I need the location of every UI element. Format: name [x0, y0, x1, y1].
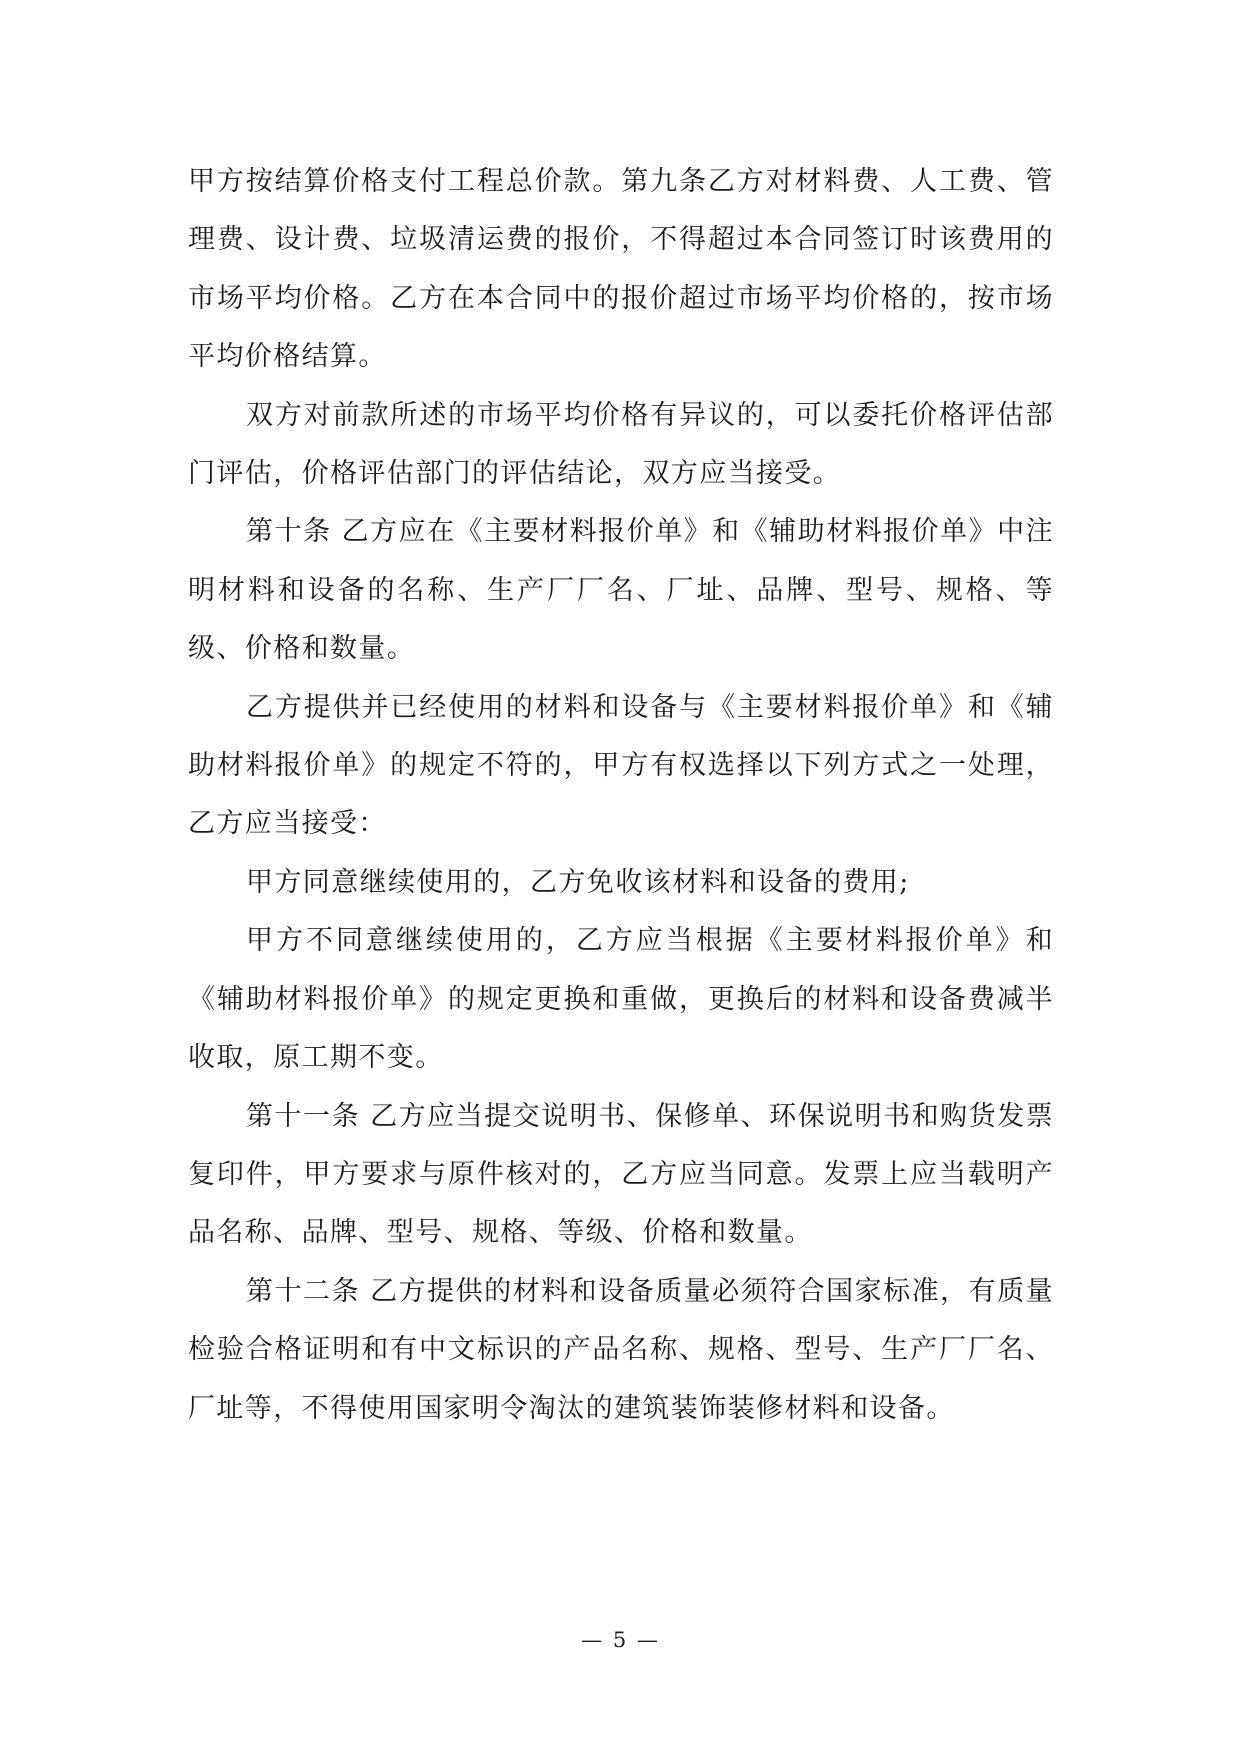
- paragraph-6: 甲方不同意继续使用的，乙方应当根据《主要材料报价单》和《辅助材料报价单》的规定更换和重做，更换后的材料和设备费减半收取，原工期不变。: [188, 925, 1054, 1074]
- paragraph-4: 乙方提供并已经使用的材料和设备与《主要材料报价单》和《辅助材料报价单》的规定不符的，甲方有权选择以下列方式之一处理，乙方应当接受：: [188, 691, 1054, 840]
- paragraph-1: 甲方按结算价格支付工程总价款。第九条乙方对材料费、人工费、管理费、设计费、垃圾清运费的报价，不得超过本合同签订时该费用的市场平均价格。乙方在本合同中的报价超过市场平均价格的，按市场平均价格结算。: [188, 166, 1054, 373]
- paragraph-8: 第十二条 乙方提供的材料和设备质量必须符合国家标准，有质量检验合格证明和有中文标识的产品名称、规格、型号、生产厂厂名、厂址等，不得使用国家明令淘汰的建筑装饰装修材料和设备。: [188, 1275, 1054, 1424]
- paragraph-7: 第十一条 乙方应当提交说明书、保修单、环保说明书和购货发票复印件，甲方要求与原件核对的，乙方应当同意。发票上应当载明产品名称、品牌、型号、规格、等级、价格和数量。: [188, 1100, 1054, 1249]
- paragraph-5: 甲方同意继续使用的，乙方免收该材料和设备的费用;: [246, 866, 910, 898]
- paragraph-2: 双方对前款所述的市场平均价格有异议的，可以委托价格评估部门评估，价格评估部门的评估结论，双方应当接受。: [188, 399, 1054, 490]
- paragraph-3: 第十条 乙方应在《主要材料报价单》和《辅助材料报价单》中注明材料和设备的名称、生产厂厂名、厂址、品牌、型号、规格、等级、价格和数量。: [188, 516, 1054, 665]
- page-number: — 5 —: [581, 1628, 660, 1652]
- document-body: [188, 153, 1054, 1438]
